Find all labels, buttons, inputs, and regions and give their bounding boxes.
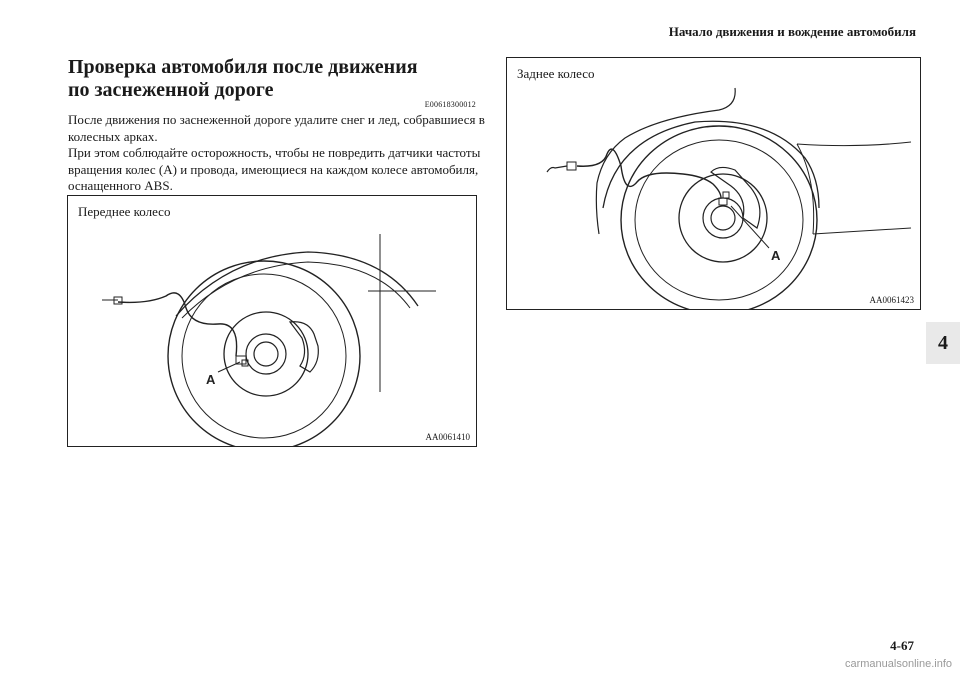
running-header: Начало движения и вождение автомобиля bbox=[668, 24, 916, 39]
front-sensor-label: A bbox=[206, 372, 216, 387]
front-wheel-figure-code: AA0061410 bbox=[425, 432, 470, 442]
rear-wheel-caption: Заднее колесо bbox=[517, 66, 595, 81]
rear-wheel-figure bbox=[506, 57, 921, 310]
section-code: E00618300012 bbox=[424, 100, 476, 109]
rear-sensor-label: A bbox=[771, 248, 781, 263]
front-wheel-caption: Переднее колесо bbox=[78, 204, 171, 219]
rear-wheel-figure-code: AA0061423 bbox=[869, 295, 914, 305]
front-wheel-figure bbox=[67, 195, 477, 447]
body-paragraph-2: При этом соблюдайте осторожность, чтобы не повредить датчики частоты вращения колес (A) и провода, имеющиеся на каждом колесе автомобиля, оснащенного ABS. bbox=[68, 145, 481, 193]
chapter-tab: 4 bbox=[926, 322, 960, 364]
front-wheel-illustration bbox=[68, 196, 476, 446]
section-heading-line-2: по заснеженной дороге bbox=[68, 79, 274, 101]
page-number: 4-67 bbox=[890, 638, 914, 653]
body-paragraph-1: После движения по заснеженной дороге удалите снег и лед, собравшиеся в колесных арках. bbox=[68, 112, 485, 144]
section-body bbox=[68, 112, 488, 195]
section-heading bbox=[68, 56, 468, 102]
watermark: carmanualsonline.info bbox=[844, 658, 952, 670]
rear-wheel-illustration bbox=[507, 58, 920, 309]
section-heading-line-1: Проверка автомобиля после движения bbox=[68, 56, 418, 78]
